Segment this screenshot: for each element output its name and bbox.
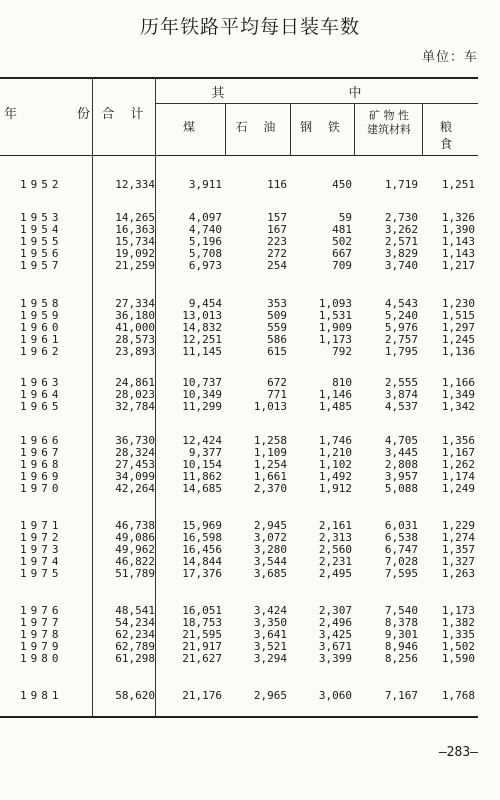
header-bottom-rule xyxy=(0,155,478,156)
table-row xyxy=(0,616,478,628)
cell-grain: 1,217 xyxy=(441,259,475,272)
cell-coal: 16,456 xyxy=(182,543,222,556)
cell-total: 42,264 xyxy=(115,482,155,495)
table-row xyxy=(0,211,478,223)
table-row xyxy=(0,376,478,388)
cell-grain: 1,327 xyxy=(441,555,475,568)
table-row xyxy=(0,297,478,309)
cell-grain: 1,249 xyxy=(441,482,475,495)
cell-mineral: 1,719 xyxy=(384,178,418,191)
cell-year: 1973 xyxy=(20,543,63,556)
cell-total: 54,234 xyxy=(115,616,155,629)
cell-oil: 1,254 xyxy=(253,458,287,471)
cell-mineral: 3,262 xyxy=(384,223,418,236)
column-divider xyxy=(422,103,423,155)
cell-steel: 1,146 xyxy=(318,388,352,401)
cell-total: 23,893 xyxy=(115,345,155,358)
cell-mineral: 7,167 xyxy=(384,689,418,702)
cell-grain: 1,174 xyxy=(441,470,475,483)
cell-mineral: 6,747 xyxy=(384,543,418,556)
table-row xyxy=(0,259,478,271)
header-mineral-line1: 矿 物 性 xyxy=(369,109,409,122)
column-divider xyxy=(225,103,226,155)
cell-steel: 1,093 xyxy=(318,297,352,310)
cell-steel: 3,671 xyxy=(318,640,352,653)
cell-oil: 157 xyxy=(267,211,287,224)
cell-total: 24,861 xyxy=(115,376,155,389)
cell-grain: 1,274 xyxy=(441,531,475,544)
cell-year: 1970 xyxy=(20,482,63,495)
cell-total: 28,324 xyxy=(115,446,155,459)
cell-coal: 12,424 xyxy=(182,434,222,447)
cell-steel: 3,060 xyxy=(318,689,352,702)
cell-total: 27,334 xyxy=(115,297,155,310)
header-mineral xyxy=(356,109,422,137)
cell-steel: 2,161 xyxy=(318,519,352,532)
cell-grain: 1,230 xyxy=(441,297,475,310)
cell-grain: 1,136 xyxy=(441,345,475,358)
cell-steel: 1,531 xyxy=(318,309,352,322)
cell-year: 1981 xyxy=(20,689,63,702)
table-row xyxy=(0,531,478,543)
cell-total: 49,962 xyxy=(115,543,155,556)
cell-coal: 10,349 xyxy=(182,388,222,401)
cell-steel: 2,313 xyxy=(318,531,352,544)
cell-total: 49,086 xyxy=(115,531,155,544)
row-group xyxy=(0,211,478,271)
cell-steel: 1,492 xyxy=(318,470,352,483)
cell-grain: 1,263 xyxy=(441,567,475,580)
table-row xyxy=(0,434,478,446)
cell-mineral: 1,795 xyxy=(384,345,418,358)
cell-grain: 1,335 xyxy=(441,628,475,641)
cell-steel: 1,102 xyxy=(318,458,352,471)
cell-grain: 1,173 xyxy=(441,604,475,617)
cell-mineral: 2,571 xyxy=(384,235,418,248)
cell-oil: 615 xyxy=(267,345,287,358)
row-group xyxy=(0,604,478,664)
table-row xyxy=(0,543,478,555)
subheader-rule xyxy=(155,103,478,104)
row-group xyxy=(0,376,478,412)
table-row xyxy=(0,345,478,357)
cell-oil: 1,013 xyxy=(253,400,287,413)
cell-oil: 272 xyxy=(267,247,287,260)
table-row xyxy=(0,309,478,321)
column-divider xyxy=(354,103,355,155)
header-year xyxy=(4,103,90,122)
cell-oil: 116 xyxy=(267,178,287,191)
cell-coal: 9,377 xyxy=(188,446,222,459)
cell-grain: 1,143 xyxy=(441,235,475,248)
cell-oil: 3,350 xyxy=(253,616,287,629)
cell-total: 19,092 xyxy=(115,247,155,260)
cell-mineral: 9,301 xyxy=(384,628,418,641)
cell-grain: 1,166 xyxy=(441,376,475,389)
cell-total: 32,784 xyxy=(115,400,155,413)
table-row xyxy=(0,321,478,333)
cell-coal: 14,844 xyxy=(182,555,222,568)
header-qizhong: 其 中 xyxy=(211,86,422,101)
cell-grain: 1,390 xyxy=(441,223,475,236)
cell-year: 1966 xyxy=(20,434,63,447)
cell-grain: 1,342 xyxy=(441,400,475,413)
cell-steel: 2,496 xyxy=(318,616,352,629)
cell-total: 21,259 xyxy=(115,259,155,272)
cell-coal: 14,832 xyxy=(182,321,222,334)
cell-mineral: 5,240 xyxy=(384,309,418,322)
cell-steel: 59 xyxy=(338,211,352,224)
cell-steel: 1,912 xyxy=(318,482,352,495)
cell-year: 1972 xyxy=(20,531,63,544)
page-title: 历年铁路平均每日装车数 xyxy=(139,16,360,38)
cell-oil: 3,294 xyxy=(253,652,287,665)
cell-steel: 1,485 xyxy=(318,400,352,413)
table-row xyxy=(0,400,478,412)
cell-year: 1952 xyxy=(20,178,63,191)
header-grain: 粮 食 xyxy=(439,120,462,151)
table-row xyxy=(0,458,478,470)
table-top-rule xyxy=(0,77,478,79)
cell-coal: 21,595 xyxy=(182,628,222,641)
cell-steel: 667 xyxy=(332,247,352,260)
cell-mineral: 6,538 xyxy=(384,531,418,544)
cell-year: 1979 xyxy=(20,640,63,653)
cell-total: 58,620 xyxy=(115,689,155,702)
table-row xyxy=(0,567,478,579)
cell-mineral: 2,555 xyxy=(384,376,418,389)
cell-oil: 167 xyxy=(267,223,287,236)
cell-mineral: 7,540 xyxy=(384,604,418,617)
cell-coal: 10,737 xyxy=(182,376,222,389)
table-row xyxy=(0,446,478,458)
cell-coal: 5,708 xyxy=(188,247,222,260)
table-row xyxy=(0,247,478,259)
cell-steel: 792 xyxy=(332,345,352,358)
cell-grain: 1,356 xyxy=(441,434,475,447)
column-divider xyxy=(290,103,291,155)
cell-oil: 3,641 xyxy=(253,628,287,641)
cell-steel: 450 xyxy=(332,178,352,191)
cell-year: 1965 xyxy=(20,400,63,413)
cell-total: 28,573 xyxy=(115,333,155,346)
cell-year: 1975 xyxy=(20,567,63,580)
cell-oil: 3,280 xyxy=(253,543,287,556)
cell-coal: 6,973 xyxy=(188,259,222,272)
cell-oil: 1,258 xyxy=(253,434,287,447)
cell-year: 1980 xyxy=(20,652,63,665)
cell-total: 12,334 xyxy=(115,178,155,191)
cell-coal: 11,299 xyxy=(182,400,222,413)
row-group xyxy=(0,297,478,357)
cell-coal: 3,911 xyxy=(188,178,222,191)
cell-year: 1976 xyxy=(20,604,63,617)
cell-grain: 1,245 xyxy=(441,333,475,346)
cell-total: 16,363 xyxy=(115,223,155,236)
cell-oil: 586 xyxy=(267,333,287,346)
page-number: —283— xyxy=(438,745,478,760)
cell-oil: 2,965 xyxy=(253,689,287,702)
cell-oil: 3,685 xyxy=(253,567,287,580)
cell-grain: 1,326 xyxy=(441,211,475,224)
cell-total: 51,789 xyxy=(115,567,155,580)
cell-oil: 3,424 xyxy=(253,604,287,617)
cell-mineral: 8,256 xyxy=(384,652,418,665)
cell-steel: 2,560 xyxy=(318,543,352,556)
header-coal: 煤 xyxy=(182,120,199,134)
table-row xyxy=(0,470,478,482)
cell-mineral: 8,378 xyxy=(384,616,418,629)
cell-coal: 9,454 xyxy=(188,297,222,310)
cell-mineral: 7,595 xyxy=(384,567,418,580)
cell-year: 1978 xyxy=(20,628,63,641)
cell-steel: 502 xyxy=(332,235,352,248)
cell-grain: 1,357 xyxy=(441,543,475,556)
cell-total: 34,099 xyxy=(115,470,155,483)
cell-steel: 481 xyxy=(332,223,352,236)
table-row xyxy=(0,482,478,494)
cell-mineral: 3,829 xyxy=(384,247,418,260)
cell-mineral: 2,808 xyxy=(384,458,418,471)
cell-coal: 10,154 xyxy=(182,458,222,471)
cell-year: 1962 xyxy=(20,345,63,358)
cell-grain: 1,515 xyxy=(441,309,475,322)
cell-total: 62,789 xyxy=(115,640,155,653)
cell-year: 1969 xyxy=(20,470,63,483)
cell-grain: 1,382 xyxy=(441,616,475,629)
table-row xyxy=(0,178,478,190)
row-group xyxy=(0,689,478,701)
cell-total: 36,730 xyxy=(115,434,155,447)
cell-year: 1968 xyxy=(20,458,63,471)
cell-mineral: 4,537 xyxy=(384,400,418,413)
cell-year: 1964 xyxy=(20,388,63,401)
cell-coal: 21,176 xyxy=(182,689,222,702)
cell-year: 1957 xyxy=(20,259,63,272)
table-bottom-rule xyxy=(0,716,478,718)
cell-coal: 21,627 xyxy=(182,652,222,665)
cell-year: 1977 xyxy=(20,616,63,629)
cell-grain: 1,502 xyxy=(441,640,475,653)
cell-year: 1958 xyxy=(20,297,63,310)
cell-grain: 1,229 xyxy=(441,519,475,532)
cell-steel: 1,909 xyxy=(318,321,352,334)
cell-steel: 2,307 xyxy=(318,604,352,617)
cell-mineral: 7,028 xyxy=(384,555,418,568)
cell-total: 61,298 xyxy=(115,652,155,665)
cell-grain: 1,349 xyxy=(441,388,475,401)
cell-oil: 223 xyxy=(267,235,287,248)
header-year-char2: 份 xyxy=(76,107,90,122)
cell-mineral: 5,088 xyxy=(384,482,418,495)
cell-coal: 15,969 xyxy=(182,519,222,532)
cell-coal: 21,917 xyxy=(182,640,222,653)
cell-grain: 1,297 xyxy=(441,321,475,334)
cell-coal: 11,145 xyxy=(182,345,222,358)
cell-mineral: 5,976 xyxy=(384,321,418,334)
table-row xyxy=(0,223,478,235)
cell-oil: 2,945 xyxy=(253,519,287,532)
cell-mineral: 2,757 xyxy=(384,333,418,346)
cell-year: 1960 xyxy=(20,321,63,334)
table-row xyxy=(0,388,478,400)
cell-oil: 559 xyxy=(267,321,287,334)
cell-coal: 16,598 xyxy=(182,531,222,544)
header-year-char1: 年 xyxy=(4,107,18,122)
cell-total: 62,234 xyxy=(115,628,155,641)
cell-steel: 3,399 xyxy=(318,652,352,665)
cell-year: 1971 xyxy=(20,519,63,532)
table-row xyxy=(0,555,478,567)
cell-mineral: 3,957 xyxy=(384,470,418,483)
cell-oil: 672 xyxy=(267,376,287,389)
cell-total: 46,738 xyxy=(115,519,155,532)
row-group xyxy=(0,519,478,579)
row-group xyxy=(0,178,478,190)
cell-year: 1956 xyxy=(20,247,63,260)
cell-steel: 810 xyxy=(332,376,352,389)
cell-year: 1963 xyxy=(20,376,63,389)
cell-year: 1961 xyxy=(20,333,63,346)
cell-steel: 709 xyxy=(332,259,352,272)
cell-coal: 11,862 xyxy=(182,470,222,483)
table-row xyxy=(0,604,478,616)
cell-coal: 18,753 xyxy=(182,616,222,629)
cell-total: 27,453 xyxy=(115,458,155,471)
table-row xyxy=(0,628,478,640)
header-total: 合 计 xyxy=(101,107,150,122)
cell-grain: 1,590 xyxy=(441,652,475,665)
cell-steel: 3,425 xyxy=(318,628,352,641)
table-row xyxy=(0,652,478,664)
table-row xyxy=(0,640,478,652)
cell-steel: 2,495 xyxy=(318,567,352,580)
cell-total: 28,023 xyxy=(115,388,155,401)
cell-oil: 771 xyxy=(267,388,287,401)
cell-total: 48,541 xyxy=(115,604,155,617)
cell-mineral: 2,730 xyxy=(384,211,418,224)
cell-mineral: 8,946 xyxy=(384,640,418,653)
table-row xyxy=(0,235,478,247)
cell-year: 1953 xyxy=(20,211,63,224)
table-row xyxy=(0,689,478,701)
cell-coal: 5,196 xyxy=(188,235,222,248)
unit-label: 单位：车 xyxy=(421,50,478,65)
cell-mineral: 3,874 xyxy=(384,388,418,401)
cell-total: 14,265 xyxy=(115,211,155,224)
cell-total: 15,734 xyxy=(115,235,155,248)
cell-mineral: 3,740 xyxy=(384,259,418,272)
cell-grain: 1,768 xyxy=(441,689,475,702)
table-row xyxy=(0,333,478,345)
cell-coal: 4,097 xyxy=(188,211,222,224)
cell-total: 41,000 xyxy=(115,321,155,334)
cell-year: 1967 xyxy=(20,446,63,459)
row-group xyxy=(0,434,478,494)
cell-grain: 1,251 xyxy=(441,178,475,191)
cell-year: 1955 xyxy=(20,235,63,248)
header-steel: 钢 铁 xyxy=(300,120,346,134)
cell-oil: 3,544 xyxy=(253,555,287,568)
cell-mineral: 6,031 xyxy=(384,519,418,532)
cell-year: 1974 xyxy=(20,555,63,568)
cell-coal: 16,051 xyxy=(182,604,222,617)
cell-coal: 12,251 xyxy=(182,333,222,346)
cell-total: 46,822 xyxy=(115,555,155,568)
cell-oil: 353 xyxy=(267,297,287,310)
cell-mineral: 3,445 xyxy=(384,446,418,459)
cell-grain: 1,262 xyxy=(441,458,475,471)
cell-oil: 2,370 xyxy=(253,482,287,495)
cell-coal: 17,376 xyxy=(182,567,222,580)
cell-oil: 509 xyxy=(267,309,287,322)
cell-year: 1959 xyxy=(20,309,63,322)
cell-coal: 14,685 xyxy=(182,482,222,495)
cell-year: 1954 xyxy=(20,223,63,236)
cell-mineral: 4,705 xyxy=(384,434,418,447)
cell-oil: 1,109 xyxy=(253,446,287,459)
cell-oil: 3,521 xyxy=(253,640,287,653)
cell-oil: 3,072 xyxy=(253,531,287,544)
cell-oil: 254 xyxy=(267,259,287,272)
cell-steel: 1,173 xyxy=(318,333,352,346)
cell-steel: 1,746 xyxy=(318,434,352,447)
cell-grain: 1,167 xyxy=(441,446,475,459)
cell-mineral: 4,543 xyxy=(384,297,418,310)
cell-oil: 1,661 xyxy=(253,470,287,483)
cell-total: 36,180 xyxy=(115,309,155,322)
cell-coal: 13,013 xyxy=(182,309,222,322)
cell-grain: 1,143 xyxy=(441,247,475,260)
table-row xyxy=(0,519,478,531)
header-mineral-line2: 建筑材料 xyxy=(367,123,411,136)
cell-steel: 2,231 xyxy=(318,555,352,568)
header-oil: 石 油 xyxy=(235,120,282,134)
cell-coal: 4,740 xyxy=(188,223,222,236)
cell-steel: 1,210 xyxy=(318,446,352,459)
